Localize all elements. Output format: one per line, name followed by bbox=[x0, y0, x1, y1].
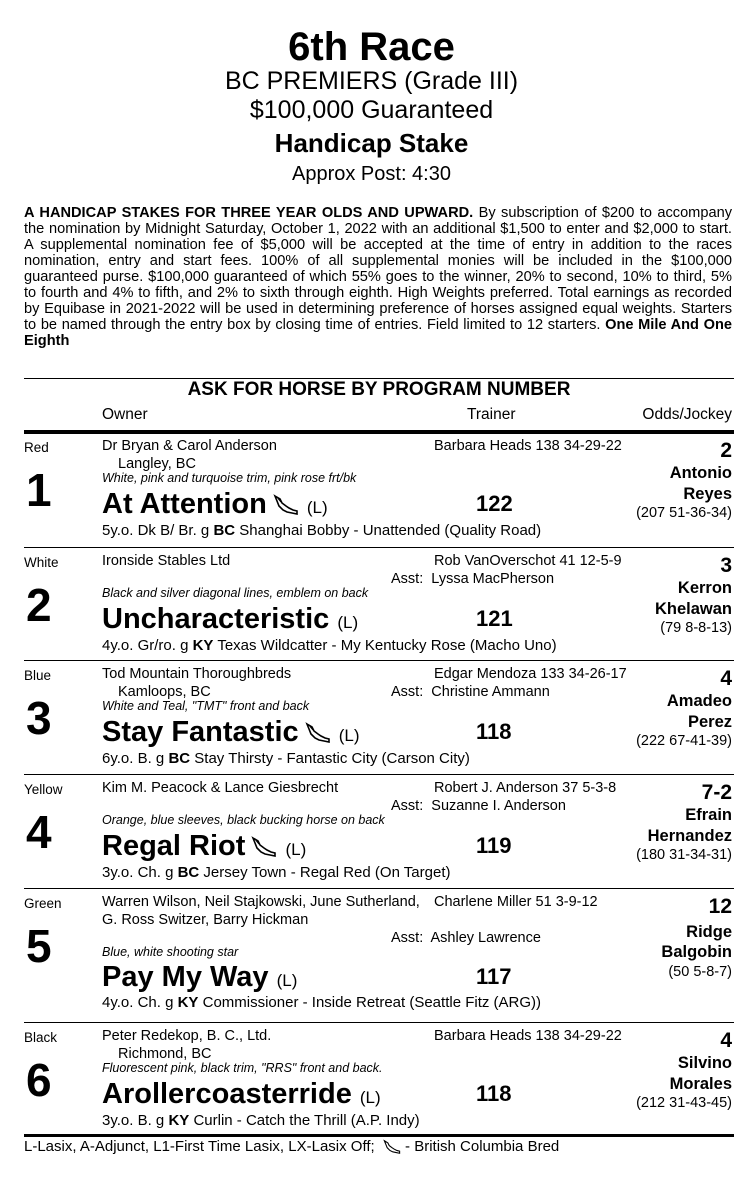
trainer-column: Trainer bbox=[467, 406, 516, 423]
owner-name: Dr Bryan & Carol Anderson bbox=[102, 438, 277, 454]
pedigree-pre: 3y.o. Ch. g bbox=[102, 864, 178, 881]
trainer: Edgar Mendoza 133 34-26-17 bbox=[434, 666, 627, 682]
pedigree bbox=[102, 1112, 420, 1130]
trainer: Robert J. Anderson 37 5-3-8 bbox=[434, 780, 617, 796]
legend-bc-text: - British Columbia Bred bbox=[405, 1138, 560, 1155]
owner-location: Kamloops, BC bbox=[118, 684, 211, 700]
bred-state: BC bbox=[168, 750, 191, 767]
pedigree-pre: 5y.o. Dk B/ Br. g bbox=[102, 522, 214, 539]
morning-line-odds: 4 bbox=[720, 1029, 732, 1052]
asst-name: Ashley Lawrence bbox=[430, 930, 541, 946]
morning-line-odds: 12 bbox=[708, 895, 732, 918]
horse-name-text: Uncharacteristic bbox=[102, 603, 330, 635]
silks-description: Fluorescent pink, black trim, "RRS" front and back. bbox=[102, 1061, 383, 1075]
ask-banner: ASK FOR HORSE BY PROGRAM NUMBER bbox=[24, 378, 734, 401]
pedigree-post: Stay Thirsty - Fantastic City (Carson City) bbox=[190, 750, 470, 767]
jockey-first-name: Silvino bbox=[677, 1054, 732, 1072]
owner-name: Peter Redekop, B. C., Ltd. bbox=[102, 1028, 272, 1044]
jockey-first-name: Antonio bbox=[669, 464, 732, 482]
program-number: 6 bbox=[26, 1054, 52, 1106]
silks-description: White and Teal, "TMT" front and back bbox=[102, 699, 310, 713]
horse-name-text: Arollercoasterride bbox=[102, 1078, 352, 1110]
morning-line-odds: 3 bbox=[720, 554, 732, 577]
weight: 118 bbox=[476, 719, 512, 744]
bred-state: KY bbox=[177, 994, 199, 1011]
jockey-last-name: Perez bbox=[687, 713, 732, 731]
assistant-trainer bbox=[391, 929, 541, 947]
jockey-stats: (79 8-8-13) bbox=[660, 620, 732, 636]
jockey-first-name: Kerron bbox=[677, 579, 732, 597]
owner-name-line2: G. Ross Switzer, Barry Hickman bbox=[102, 912, 309, 928]
race-name: BC PREMIERS (Grade III) bbox=[224, 67, 519, 95]
jockey-first-name: Amadeo bbox=[666, 692, 732, 710]
pedigree-pre: 6y.o. B. g bbox=[102, 750, 169, 767]
jockey-last-name: Balgobin bbox=[661, 943, 732, 961]
program-number: 2 bbox=[26, 579, 52, 631]
assistant-trainer bbox=[391, 570, 554, 588]
medication-tag: (L) bbox=[306, 498, 328, 517]
jockey-stats: (180 31-34-31) bbox=[636, 847, 732, 863]
jockey-stats: (212 31-43-45) bbox=[636, 1095, 732, 1111]
owner-column: Owner bbox=[102, 406, 148, 423]
post-time: Approx Post: 4:30 bbox=[292, 163, 451, 185]
jockey-last-name: Reyes bbox=[683, 485, 732, 503]
entry-row bbox=[24, 888, 734, 1023]
silks-description: Blue, white shooting star bbox=[102, 945, 239, 959]
odds-jockey-column: Odds/Jockey bbox=[642, 406, 732, 423]
bred-state: BC bbox=[213, 522, 236, 539]
horse-name bbox=[102, 602, 358, 640]
asst-label: Asst: bbox=[391, 571, 424, 587]
program-number: 1 bbox=[26, 464, 52, 516]
morning-line-odds: 7-2 bbox=[701, 781, 732, 804]
horse-name bbox=[102, 487, 328, 525]
program-number: 5 bbox=[26, 920, 52, 972]
assistant-trainer bbox=[391, 683, 550, 701]
jockey-stats: (222 67-41-39) bbox=[636, 733, 732, 749]
horse-name-text: Pay My Way bbox=[102, 961, 269, 993]
legend-text: L-Lasix, A-Adjunct, L1-First Time Lasix, LX-Lasix Off; bbox=[24, 1138, 375, 1155]
race-distance: One Mile And One Eighth bbox=[24, 317, 732, 349]
weight: 119 bbox=[476, 833, 512, 858]
bred-state: KY bbox=[168, 1112, 190, 1129]
entry-row bbox=[24, 432, 734, 548]
jockey-last-name: Khelawan bbox=[654, 600, 732, 618]
horse-name bbox=[102, 829, 306, 867]
jockey-stats: (50 5-8-7) bbox=[668, 964, 732, 980]
saddle-color: Green bbox=[24, 896, 62, 911]
conditions-body: By subscription of $200 to accompany the nomination by Midnight Saturday, October 1, 2022 with an additional $1,500 to enter and $2,000 to start. A supplemental nomination fee of $5,000 will be accepted at the time of entry in addition to the races nomination, entry and start fees. 100% of all supplemental monies will be included in the $100,000 guaranteed purse. $100,000 guaranteed of which 55% goes to the winner, 20% to second, 10% to third, 5% to fourth and 4% to fifth, and 2% to sixth through eighth. High Weights preferred. Total earnings as recorded by Equibase in 2021-2022 will be used in determining preference of horses assigned equal weights. Starters to be named through the entry box by closing time of entries. Field limited to 12 starters. bbox=[24, 205, 732, 333]
pedigree-pre: 4y.o. Ch. g bbox=[102, 994, 178, 1011]
pedigree-post: Curlin - Catch the Thrill (A.P. Indy) bbox=[189, 1112, 420, 1129]
owner-location: Richmond, BC bbox=[118, 1046, 212, 1062]
column-header bbox=[24, 400, 734, 434]
jockey-first-name: Ridge bbox=[686, 923, 732, 941]
pedigree-post: Commissioner - Inside Retreat (Seattle Fitz (ARG)) bbox=[198, 994, 542, 1011]
pedigree-pre: 4y.o. Gr/ro. g bbox=[102, 637, 193, 654]
medication-tag: (L) bbox=[338, 726, 360, 745]
saddle-color: Red bbox=[24, 440, 49, 455]
medication-tag: (L) bbox=[285, 840, 307, 859]
horse-name bbox=[102, 715, 359, 753]
asst-label: Asst: bbox=[391, 930, 424, 946]
entry-row bbox=[24, 547, 734, 661]
horse-name-text: At Attention bbox=[102, 488, 267, 520]
race-purse: $100,000 Guaranteed bbox=[249, 96, 494, 124]
bc-bred-icon bbox=[305, 722, 331, 744]
entry-row bbox=[24, 660, 734, 775]
medication-tag: (L) bbox=[276, 971, 298, 990]
bred-state: KY bbox=[192, 637, 214, 654]
pedigree bbox=[102, 522, 541, 540]
pedigree bbox=[102, 637, 557, 655]
silks-description: Orange, blue sleeves, black bucking horse on back bbox=[102, 813, 385, 827]
saddle-color: White bbox=[24, 555, 59, 570]
silks-description: White, pink and turquoise trim, pink rose frt/bk bbox=[102, 471, 357, 485]
asst-name: Lyssa MacPherson bbox=[431, 571, 555, 587]
jockey-stats: (207 51-36-34) bbox=[636, 505, 732, 521]
conditions-lead: A HANDICAP STAKES FOR THREE YEAR OLDS AND UPWARD. bbox=[24, 205, 474, 221]
saddle-color: Black bbox=[24, 1030, 58, 1045]
trainer: Charlene Miller 51 3-9-12 bbox=[434, 894, 598, 910]
owner-name: Ironside Stables Ltd bbox=[102, 553, 231, 569]
weight: 117 bbox=[476, 964, 512, 989]
pedigree bbox=[102, 864, 451, 882]
asst-label: Asst: bbox=[391, 684, 424, 700]
asst-label: Asst: bbox=[391, 798, 424, 814]
bred-state: BC bbox=[177, 864, 200, 881]
entry-row bbox=[24, 1022, 734, 1137]
pedigree-post: Jersey Town - Regal Red (On Target) bbox=[199, 864, 451, 881]
medication-tag: (L) bbox=[337, 613, 359, 632]
weight: 122 bbox=[476, 491, 513, 516]
race-conditions bbox=[24, 205, 732, 349]
race-type: Handicap Stake bbox=[274, 128, 469, 158]
trainer: Barbara Heads 138 34-29-22 bbox=[434, 438, 622, 454]
weight: 121 bbox=[476, 606, 513, 631]
trainer: Rob VanOverschot 41 12-5-9 bbox=[434, 553, 622, 569]
horse-name-text: Regal Riot bbox=[102, 830, 246, 862]
jockey-first-name: Efrain bbox=[685, 806, 732, 824]
entry-row bbox=[24, 774, 734, 889]
weight: 118 bbox=[476, 1081, 512, 1106]
owner-name: Warren Wilson, Neil Stajkowski, June Sutherland, bbox=[102, 894, 420, 910]
pedigree bbox=[102, 994, 541, 1012]
pedigree-pre: 3y.o. B. g bbox=[102, 1112, 169, 1129]
pedigree bbox=[102, 750, 470, 768]
jockey-last-name: Hernandez bbox=[647, 827, 732, 845]
bc-map-icon bbox=[383, 1139, 401, 1155]
owner-name: Tod Mountain Thoroughbreds bbox=[102, 666, 292, 682]
race-header bbox=[0, 0, 743, 186]
horse-name-text: Stay Fantastic bbox=[102, 716, 299, 748]
assistant-trainer bbox=[391, 797, 566, 815]
silks-description: Black and silver diagonal lines, emblem on back bbox=[102, 586, 369, 600]
morning-line-odds: 2 bbox=[720, 439, 732, 462]
saddle-color: Blue bbox=[24, 668, 52, 683]
horse-name bbox=[102, 960, 297, 998]
trainer: Barbara Heads 138 34-29-22 bbox=[434, 1028, 622, 1044]
horse-name bbox=[102, 1077, 381, 1115]
medication-tag: (L) bbox=[359, 1088, 381, 1107]
saddle-color: Yellow bbox=[24, 782, 63, 797]
legend bbox=[24, 1138, 559, 1155]
owner-location: Langley, BC bbox=[118, 456, 196, 472]
program-number: 4 bbox=[26, 806, 52, 858]
owner-name: Kim M. Peacock & Lance Giesbrecht bbox=[102, 780, 339, 796]
pedigree-post: Shanghai Bobby - Unattended (Quality Road) bbox=[235, 522, 542, 539]
race-title: 6th Race bbox=[288, 25, 455, 69]
bc-bred-icon bbox=[251, 836, 277, 858]
pedigree-post: Texas Wildcatter - My Kentucky Rose (Macho Uno) bbox=[213, 637, 557, 654]
asst-name: Christine Ammann bbox=[431, 684, 550, 700]
morning-line-odds: 4 bbox=[720, 667, 732, 690]
bc-bred-icon bbox=[273, 494, 299, 516]
jockey-last-name: Morales bbox=[669, 1075, 732, 1093]
asst-name: Suzanne I. Anderson bbox=[431, 798, 566, 814]
program-number: 3 bbox=[26, 692, 52, 744]
